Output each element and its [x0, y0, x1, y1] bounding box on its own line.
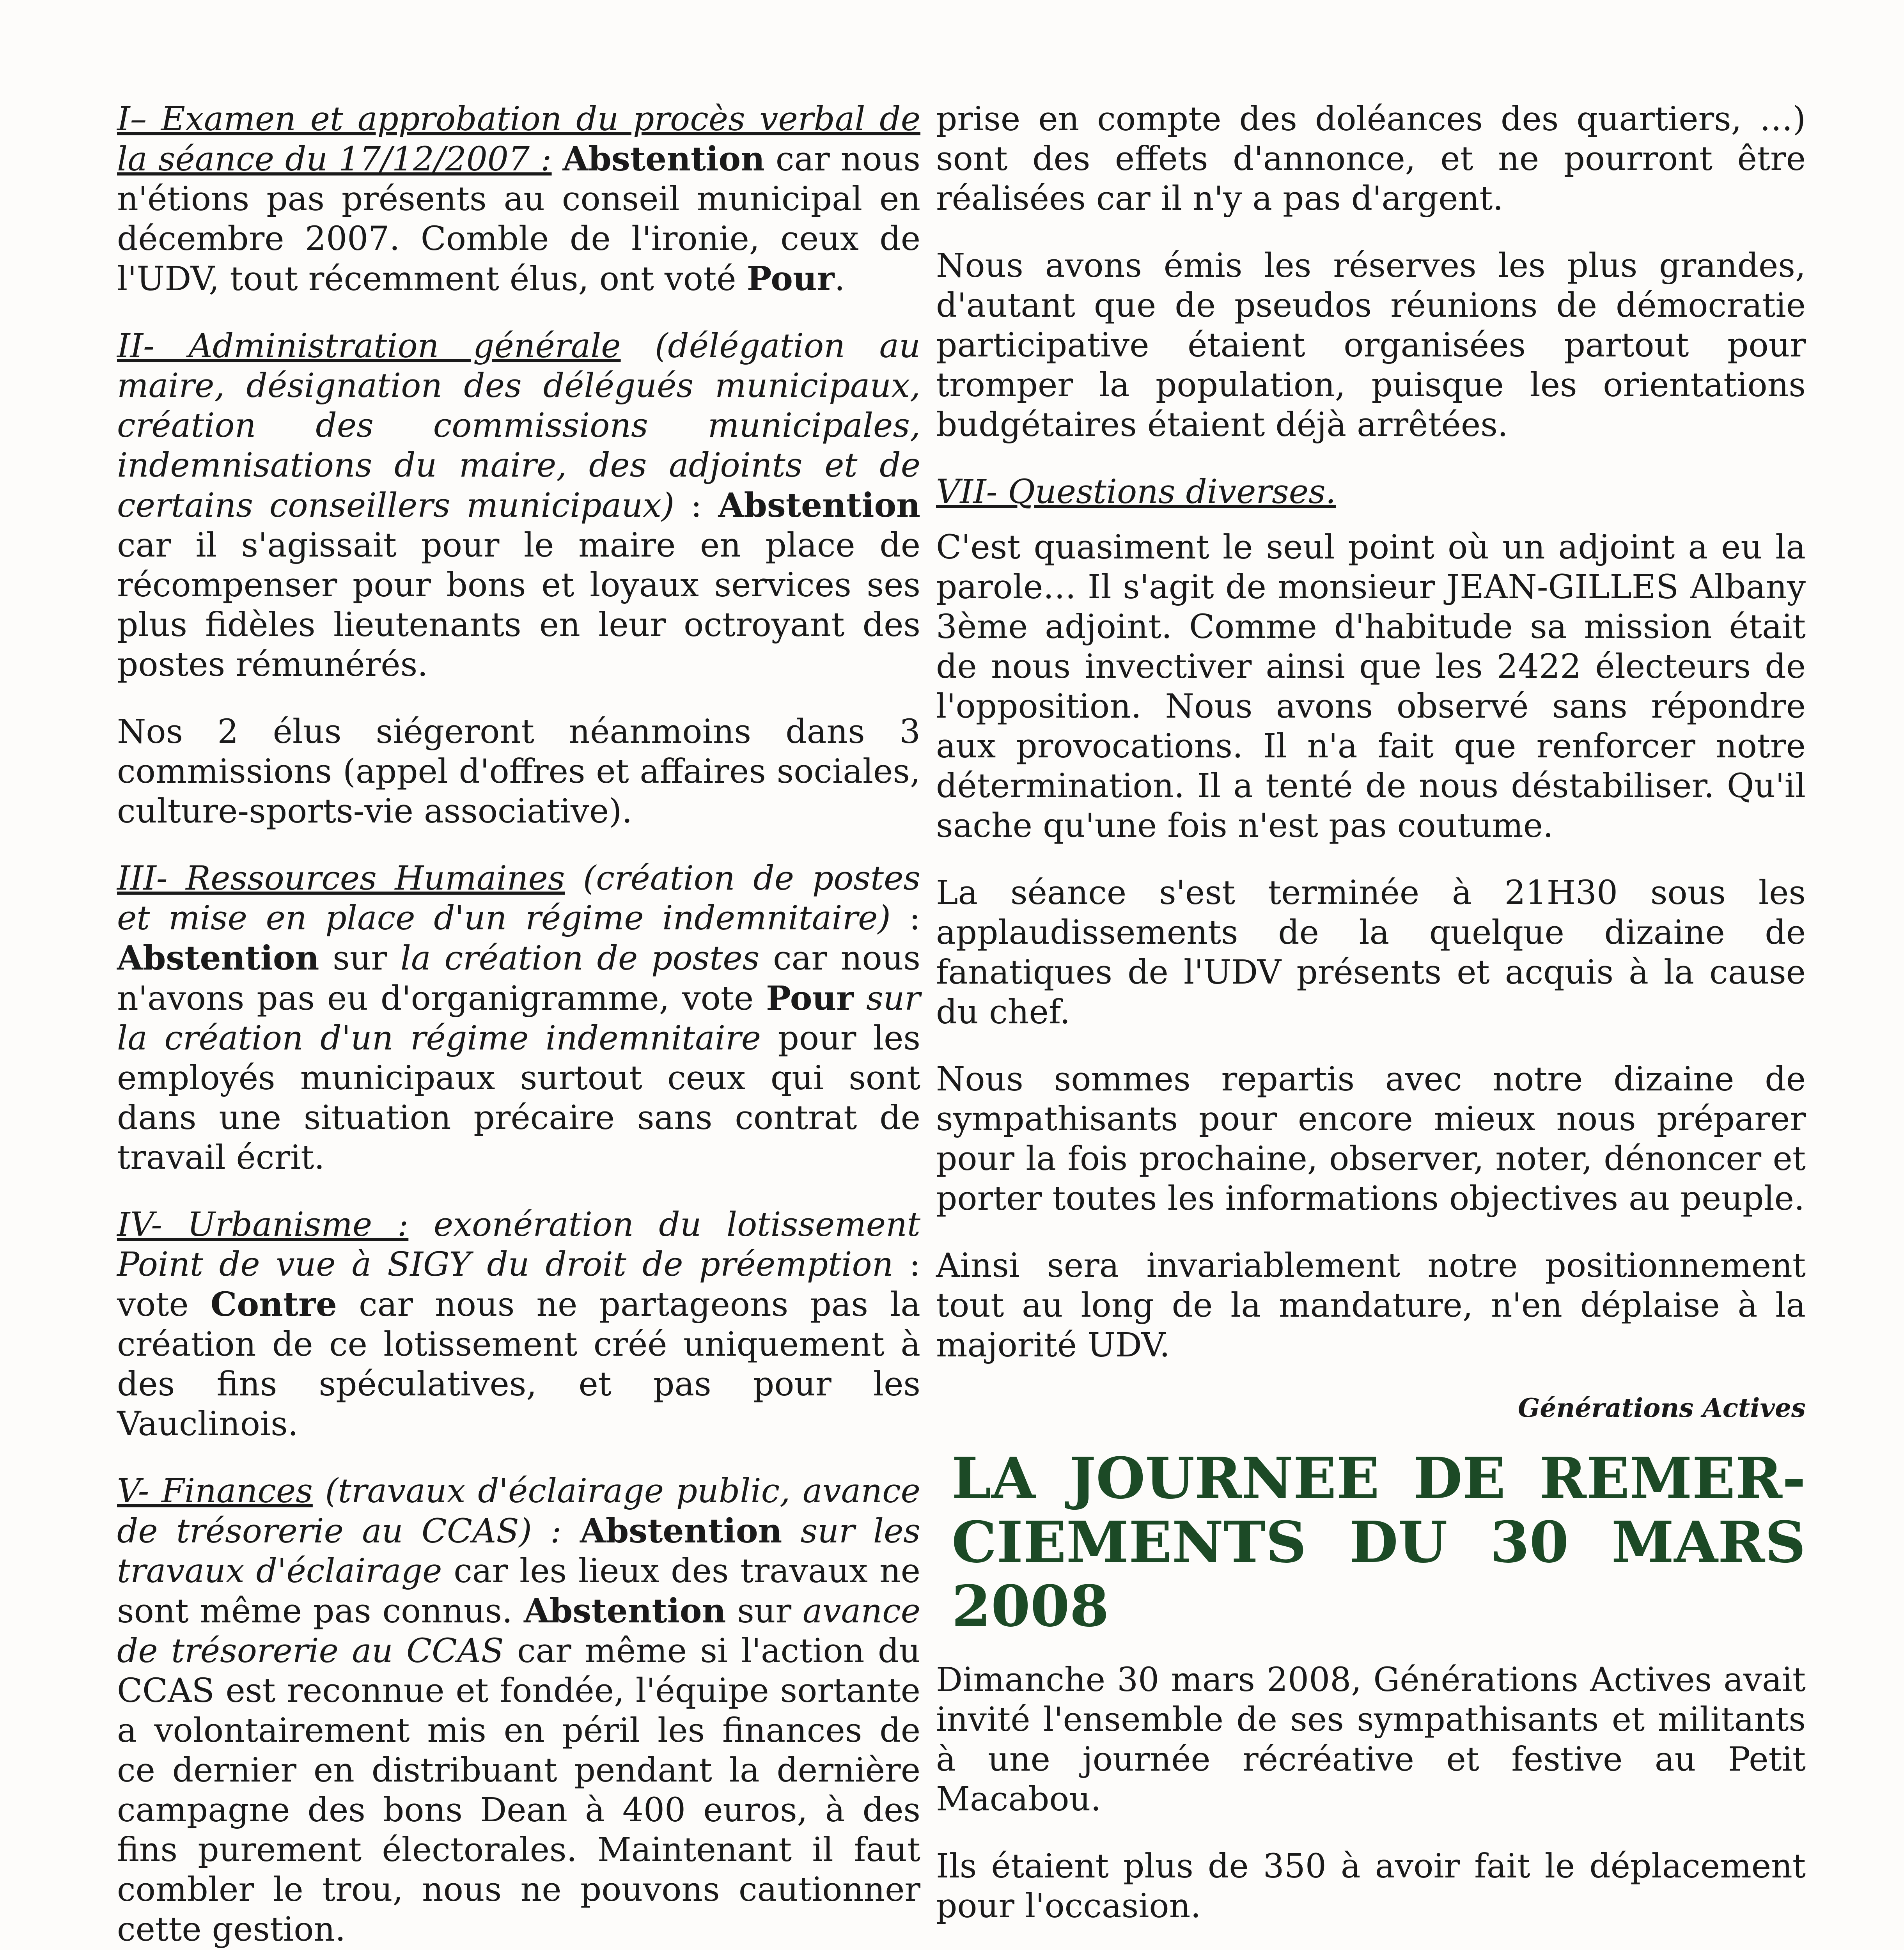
right-para-5: Nous sommes repartis avec notre dizaine de sympathisants pour encore mieux nous préparer pour la fois prochaine, observer, noter, dénoncer et porter toutes les informations objectives au peuple. — [936, 1060, 1806, 1218]
section-5-italic-3: avance de trésorerie au CCAS — [117, 1592, 920, 1670]
section-3-colon: : — [909, 899, 920, 938]
section-2-heading: II- Administration générale — [117, 327, 621, 365]
section-3-italic-3: sur la création d'un régime indemnitaire — [117, 979, 920, 1058]
section-4-colon: : — [909, 1245, 920, 1284]
vote-abstention: Abstention — [580, 1512, 782, 1551]
vote-abstention: Abstention — [117, 939, 319, 978]
section-5-text-3: car même si l'action du CCAS est reconnue et fondée, l'équipe sortante a volontairement mis en péril les finances de ce dernier en distribuant pendant la dernière campagne des bons Dean à 400 euros, à des fins purement électorales. Maintenant il faut combler le trou, nous ne pouvons cautionner cette gestion. — [117, 1632, 920, 1949]
section-5 — [117, 1471, 920, 1950]
vote-abstention: Abstention — [718, 486, 920, 525]
section-3 — [117, 859, 920, 1178]
section-4-italic: exonération du lotissement Point de vue à SIGY du droit de préemption — [117, 1205, 920, 1284]
article-title — [952, 1447, 1806, 1639]
section-1-heading: I– Examen et approbation du procès verbal de la séance du 17/12/2007 : — [117, 100, 920, 179]
section-2 — [117, 326, 920, 685]
vote-contre: Contre — [210, 1285, 337, 1324]
right-para-2: Nous avons émis les réserves les plus grandes, d'autant que de pseudos réunions de démocratie participative étaient organisées partout pour tromper la population, puisque les orientations budgétaires étaient déjà arrêtées. — [936, 246, 1806, 444]
section-2-colon: : — [691, 486, 702, 525]
article-title-line-1: LA JOURNEE DE REMER- — [952, 1445, 1806, 1512]
section-2-italic: (délégation au maire, désignation des délégués municipaux, création des commissions municipales, indemnisations du maire, des adjoints et de certains conseillers municipaux) — [117, 327, 920, 525]
article-title-line-2: CIEMENTS DU 30 MARS 2008 — [952, 1509, 1806, 1640]
section-4-text-1: vote — [117, 1285, 189, 1324]
section-7-heading-para — [936, 472, 1806, 512]
section-2-para-2: Nos 2 élus siégeront néanmoins dans 3 commissions (appel d'offres et affaires sociales, culture-sports-vie associative). — [117, 713, 920, 831]
section-3-italic: (création de postes et mise en place d'un régime indemnitaire) — [117, 859, 920, 938]
section-2-text: car il s'agissait pour le maire en place de récompenser pour bons et loyaux services ses plus fidèles lieutenants en leur octroyant des postes rémunérés. — [117, 526, 920, 684]
section-3-text-1: sur — [333, 939, 387, 978]
section-5-heading: V- Finances — [117, 1472, 313, 1510]
section-4-heading: IV- Urbanisme : — [117, 1205, 409, 1244]
section-4-text-2: car nous ne partageons pas la création de ce lotissement créé uniquement à des fins spéculatives, et pas pour les Vauclinois. — [117, 1285, 920, 1443]
section-3-text-2: car nous n'avons pas eu d'organigramme, vote — [117, 939, 920, 1018]
section-4 — [117, 1205, 920, 1444]
signature: Générations Actives — [1518, 1393, 1806, 1423]
section-1: I– Examen et approbation du procès verbal de la séance du 17/12/2007 : Abstention car nous n'étions pas présents au conseil municipal en décembre 2007. Comble de l'ironie, ceux de l'UDV, tout récemment élus, ont voté Pour. — [117, 100, 920, 298]
right-column — [936, 99, 1806, 1950]
section-5-text-2: sur — [737, 1592, 792, 1631]
vote-pour: Pour — [766, 979, 854, 1018]
vote-abstention: Abstention — [562, 140, 765, 179]
section-3-text-3: pour les employés municipaux surtout ceux qui sont dans une situation précaire sans contrat de travail écrit. — [117, 1019, 920, 1177]
section-5-text-1: car les lieux des travaux ne sont même pas connus. — [117, 1552, 920, 1631]
section-7-heading: VII- Questions diverses. — [936, 473, 1336, 511]
section-5-italic-2: sur les travaux d'éclairage — [117, 1512, 921, 1590]
section-5-italic: (travaux d'éclairage public, avance de trésorerie au CCAS) : — [117, 1472, 920, 1551]
section-3-italic-2: la création de postes — [400, 939, 760, 978]
right-para-8: Ils étaient plus de 350 à avoir fait le déplacement pour l'occasion. — [936, 1847, 1806, 1925]
right-para-7: Dimanche 30 mars 2008, Générations Actives avait invité l'ensemble de ses sympathisants et militants à une journée récréative et festive au Petit Macabou. — [936, 1660, 1806, 1819]
right-para-3: C'est quasiment le seul point où un adjoint a eu la parole… Il s'agit de monsieur JEAN-GILLES Albany 3ème adjoint. Comme d'habitude sa mission était de nous invectiver ainsi que les 2422 électeurs de l'opposition. Nous avons observé sans répondre aux provocations. Il n'a fait que renforcer notre détermination. Il a tenté de nous déstabiliser. Qu'il sache qu'une fois n'est pas coutume. — [936, 528, 1806, 845]
left-column — [117, 99, 920, 1950]
right-para-1: prise en compte des doléances des quartiers, …) sont des effets d'annonce, et ne pourront être réalisées car il n'y a pas d'argent. — [936, 100, 1806, 218]
vote-abstention: Abstention — [523, 1592, 726, 1631]
right-para-6: Ainsi sera invariablement notre positionnement tout au long de la mandature, n'en déplaise à la majorité UDV. — [936, 1246, 1806, 1365]
section-3-heading: III- Ressources Humaines — [117, 859, 565, 898]
right-para-4: La séance s'est terminée à 21H30 sous les applaudissements de la quelque dizaine de fanatiques de l'UDV présents et acquis à la cause du chef. — [936, 874, 1806, 1032]
section-1-text: car nous n'étions pas présents au conseil municipal en décembre 2007. Comble de l'ironie, ceux de l'UDV, tout récemment élus, ont voté — [117, 140, 920, 298]
vote-pour: Pour — [746, 259, 835, 298]
